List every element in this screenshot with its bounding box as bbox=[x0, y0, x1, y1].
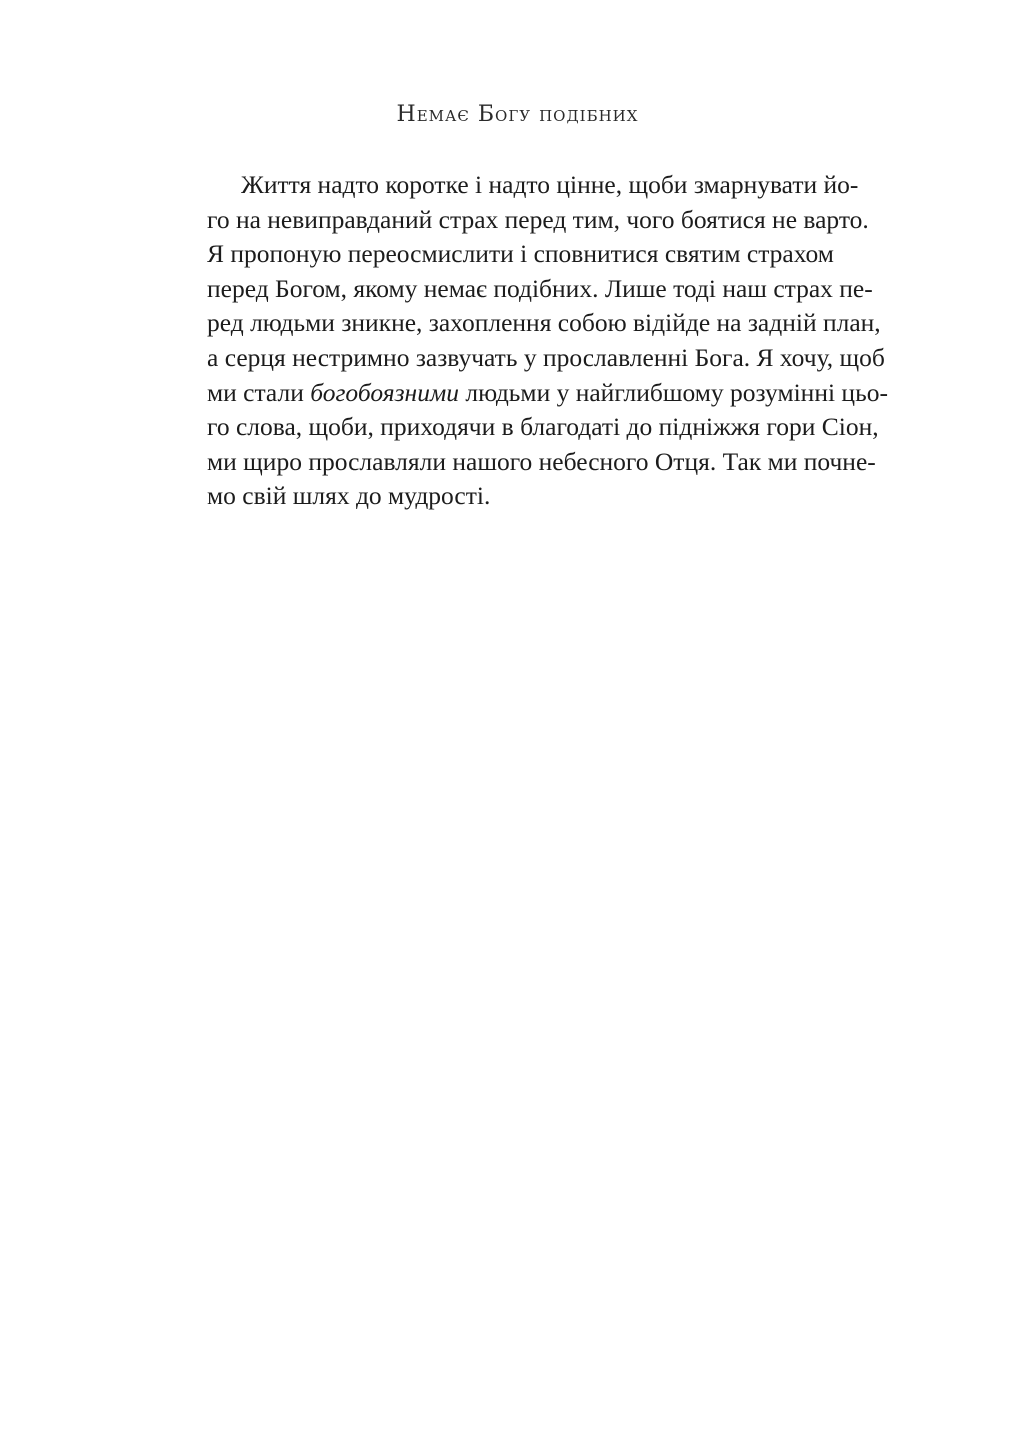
text-line: мо свій шлях до мудрості. bbox=[207, 481, 491, 511]
running-head: Немає Богу подібних bbox=[396, 102, 639, 127]
text-line-with-emphasis bbox=[207, 376, 888, 411]
text-segment: людьми у найглибшому розумінні цьо- bbox=[458, 377, 888, 407]
text-segment: ми стали bbox=[207, 377, 311, 407]
text-line: перед Богом, якому немає подібних. Лише тоді наш страх пе- bbox=[207, 273, 873, 303]
text-line: Життя надто коротке і надто цінне, щоби змарнувати йо- bbox=[241, 170, 859, 199]
text-line: ред людьми зникне, захоплення собою відійде на задній план, bbox=[207, 308, 881, 338]
body-paragraph bbox=[207, 168, 888, 514]
text-line: Я пропоную переосмислити і сповнитися святим страхом bbox=[207, 239, 834, 269]
emphasized-word: богобоязними bbox=[310, 377, 459, 407]
text-line: го слова, щоби, приходячи в благодаті до підніжжя гори Сіон, bbox=[207, 412, 879, 442]
text-line: а серця нестримно зазвучать у прославленні Бога. Я хочу, щоб bbox=[207, 342, 885, 372]
text-line: го на невиправданий страх перед тим, чого боятися не варто. bbox=[207, 204, 869, 234]
text-line: ми щиро прославляли нашого небесного Отця. Так ми почне- bbox=[207, 446, 876, 476]
